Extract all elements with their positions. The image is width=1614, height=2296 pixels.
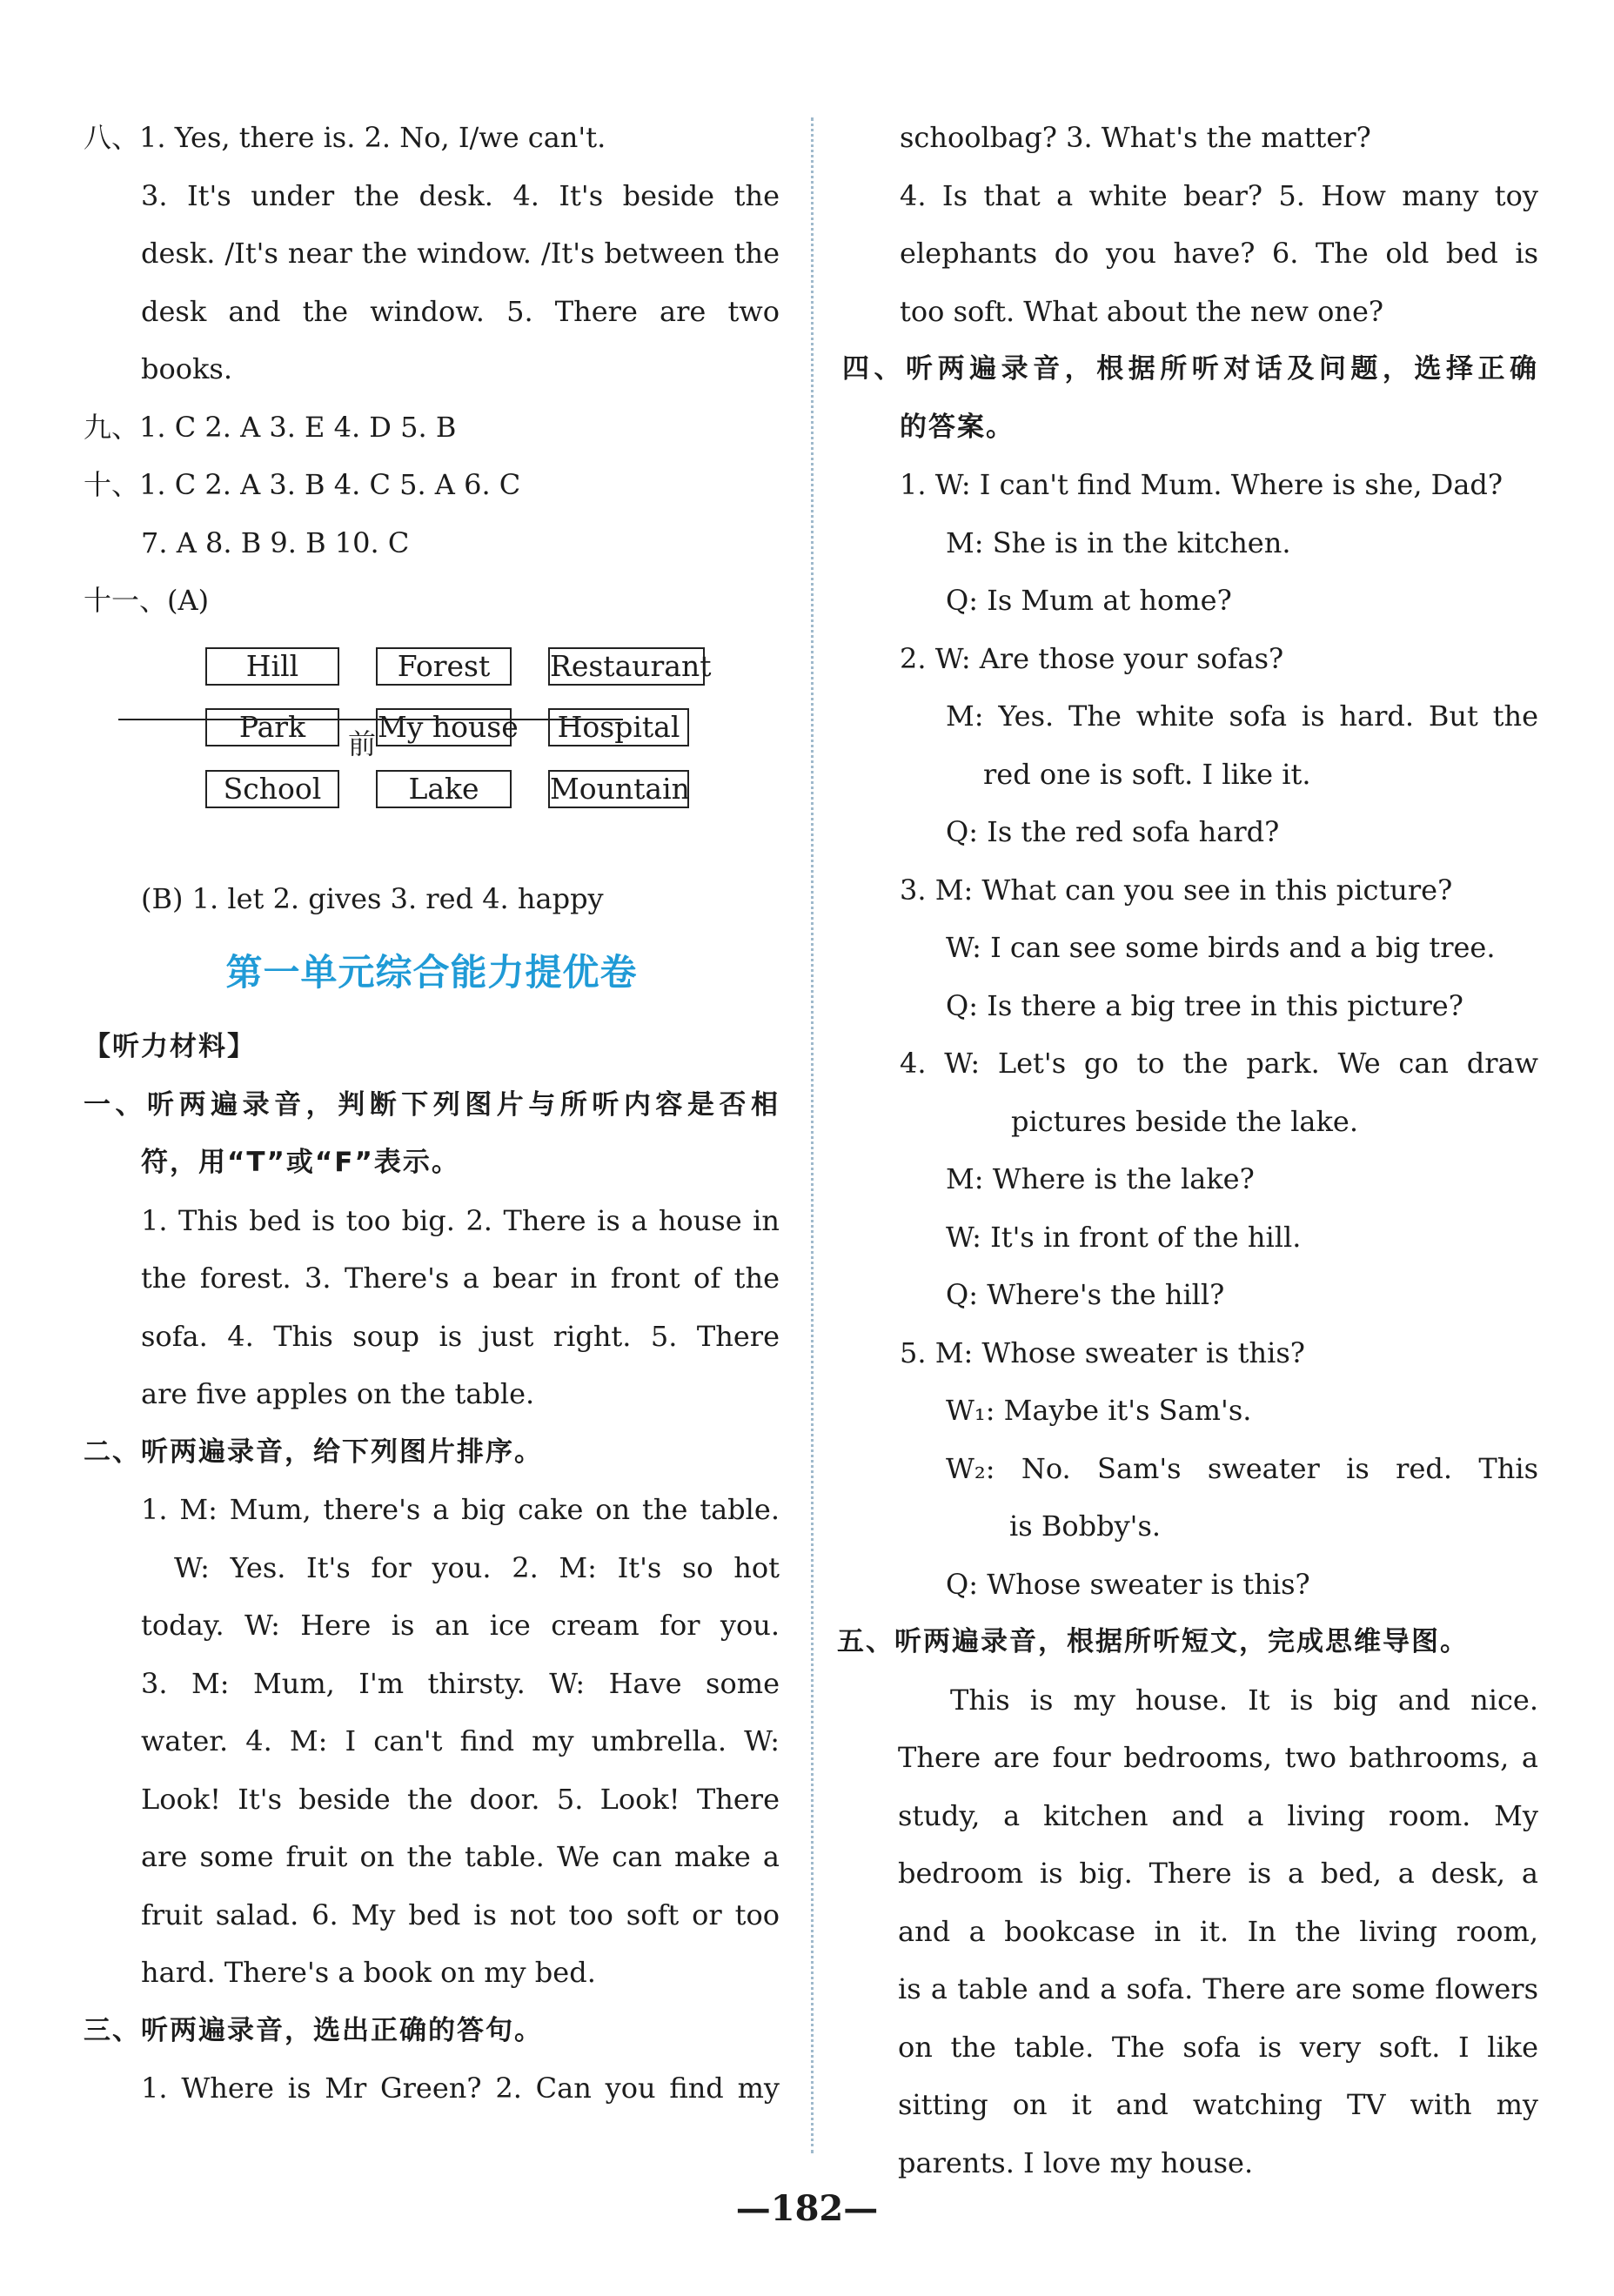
- dialog-2-w: 2. W: Are those your sofas?: [900, 641, 1284, 675]
- dialog-5-q: Q: Whose sweater is this?: [946, 1567, 1310, 1601]
- dialog-2-q: Q: Is the red sofa hard?: [946, 815, 1280, 848]
- q1-line-1: 1. This bed is too big. 2. There is a house in: [141, 1203, 780, 1237]
- dialog-3-q: Q: Is there a big tree in this picture?: [946, 988, 1463, 1022]
- passage-line-7: on the table. The sofa is very soft. I like: [898, 2030, 1538, 2064]
- map-box-hospital: Hospital: [548, 708, 689, 746]
- dialog-1-m: M: She is in the kitchen.: [946, 525, 1291, 559]
- passage-line-9: parents. I love my house.: [898, 2145, 1254, 2179]
- section-10-line-1: 十、1. C 2. A 3. B 4. C 5. A 6. C: [84, 468, 521, 501]
- q4-heading-line-2: 的答案。: [900, 411, 1015, 443]
- dialog-2-m-1: M: Yes. The white sofa is hard. But the: [946, 700, 1538, 733]
- dialog-4-w-1: 4. W: Let's go to the park. We can draw: [900, 1047, 1538, 1080]
- right-column: [837, 109, 1538, 2192]
- q1-line-2: the forest. 3. There's a bear in front of the: [141, 1262, 780, 1295]
- dialog-1-w: 1. W: I can't find Mum. Where is she, Dad?: [900, 468, 1503, 501]
- map-box-mountain: Mountain: [548, 770, 689, 808]
- column-divider: [811, 117, 814, 2153]
- dialog-2-m-2: red one is soft. I like it.: [983, 757, 1311, 791]
- dialog-5-w1: W₁: Maybe it's Sam's.: [946, 1394, 1252, 1427]
- unit-title: 第一单元综合能力提优卷: [225, 951, 638, 994]
- section-10-line-2: 7. A 8. B 9. B 10. C: [141, 525, 410, 559]
- section-8-line-5: books.: [141, 352, 232, 385]
- q2-line-1: 1. M: Mum, there's a big cake on the table.: [141, 1493, 780, 1526]
- map-base-line: [118, 719, 623, 720]
- passage-line-1: This is my house. It is big and nice.: [950, 1683, 1538, 1717]
- q2-line-9: hard. There's a book on my bed.: [141, 1956, 596, 1989]
- passage-line-3: study, a kitchen and a living room. My: [898, 1798, 1538, 1832]
- dialog-4-m: M: Where is the lake?: [946, 1162, 1255, 1195]
- map-box-hill: Hill: [205, 647, 339, 686]
- section-11-b: (B) 1. let 2. gives 3. red 4. happy: [141, 881, 604, 915]
- section-8-line-3: desk. /It's near the window. /It's between the: [141, 237, 780, 270]
- section-8-line-1: 八、1. Yes, there is. 2. No, I/we can't.: [84, 121, 606, 154]
- section-9-line-1: 九、1. C 2. A 3. E 4. D 5. B: [84, 410, 457, 444]
- q2-line-6: Look! It's beside the door. 5. Look! There: [141, 1782, 780, 1816]
- dialog-4-w-2: pictures beside the lake.: [1011, 1104, 1358, 1138]
- map-box-school: School: [205, 770, 339, 808]
- q2-line-5: water. 4. M: I can't find my umbrella. W:: [141, 1724, 780, 1757]
- q1-line-4: are five apples on the table.: [141, 1377, 535, 1410]
- dialog-5-w2-1: W₂: No. Sam's sweater is red. This: [946, 1451, 1538, 1485]
- map-box-forest: Forest: [376, 647, 512, 686]
- section-8-line-4: desk and the window. 5. There are two: [141, 294, 780, 328]
- map-box-lake: Lake: [376, 770, 512, 808]
- q3-line-1: 1. Where is Mr Green? 2. Can you find my: [141, 2072, 780, 2105]
- q3-line-2: schoolbag? 3. What's the matter?: [900, 121, 1371, 154]
- page-number: —182—: [735, 2188, 879, 2229]
- dialog-4-w-3: W: It's in front of the hill.: [946, 1220, 1302, 1254]
- dialog-4-q: Q: Where's the hill?: [946, 1278, 1225, 1311]
- listening-label: 【听力材料】: [84, 1031, 256, 1062]
- left-column: [84, 109, 780, 2118]
- dialog-1-q: Q: Is Mum at home?: [946, 584, 1232, 617]
- section-11-heading: 十一、(A): [84, 584, 210, 617]
- dialog-3-w: W: I can see some birds and a big tree.: [946, 931, 1496, 964]
- dialog-5-m: 5. M: Whose sweater is this?: [900, 1335, 1305, 1369]
- q2-line-4: 3. M: Mum, I'm thirsty. W: Have some: [141, 1666, 780, 1700]
- q2-heading: 二、听两遍录音，给下列图片排序。: [84, 1436, 543, 1468]
- q1-line-3: sofa. 4. This soup is just right. 5. There: [141, 1319, 780, 1353]
- q3-line-5: too soft. What about the new one?: [900, 294, 1384, 328]
- q2-line-3: today. W: Here is an ice cream for you.: [141, 1609, 780, 1642]
- q4-heading-line-1: 四、听两遍录音，根据所听对话及问题，选择正确: [842, 353, 1538, 385]
- passage-line-6: is a table and a sofa. There are some flowers: [898, 1972, 1538, 2005]
- passage-line-5: and a bookcase in it. In the living room,: [898, 1914, 1538, 1948]
- map-front-label: 前: [348, 727, 377, 760]
- q3-line-3: 4. Is that a white bear? 5. How many toy: [900, 178, 1538, 212]
- dialog-3-m: 3. M: What can you see in this picture?: [900, 873, 1453, 907]
- map-box-restaurant: Restaurant: [548, 647, 705, 686]
- q2-line-8: fruit salad. 6. My bed is not too soft or too: [141, 1898, 780, 1931]
- passage-line-4: bedroom is big. There is a bed, a desk, a: [898, 1857, 1538, 1890]
- map-diagram: [205, 630, 780, 835]
- map-box-my-house: My house: [376, 708, 512, 746]
- section-8-line-2: 3. It's under the desk. 4. It's beside the: [141, 178, 780, 212]
- q5-heading: 五、听两遍录音，根据所听短文，完成思维导图。: [837, 1626, 1469, 1657]
- dialog-5-w2-2: is Bobby's.: [1009, 1509, 1162, 1543]
- q3-heading: 三、听两遍录音，选出正确的答句。: [84, 2014, 543, 2046]
- q1-heading-line-2: 符，用“T”或“F”表示。: [141, 1147, 460, 1178]
- q1-heading-line-1: 一、听两遍录音，判断下列图片与所听内容是否相: [84, 1088, 780, 1121]
- q3-line-4: elephants do you have? 6. The old bed is: [900, 237, 1538, 270]
- passage-line-2: There are four bedrooms, two bathrooms, a: [898, 1741, 1538, 1774]
- map-box-park: Park: [205, 708, 339, 746]
- q2-line-7: are some fruit on the table. We can make a: [141, 1840, 780, 1873]
- passage-line-8: sitting on it and watching TV with my: [898, 2088, 1538, 2121]
- q2-line-2: W: Yes. It's for you. 2. M: It's so hot: [174, 1550, 780, 1584]
